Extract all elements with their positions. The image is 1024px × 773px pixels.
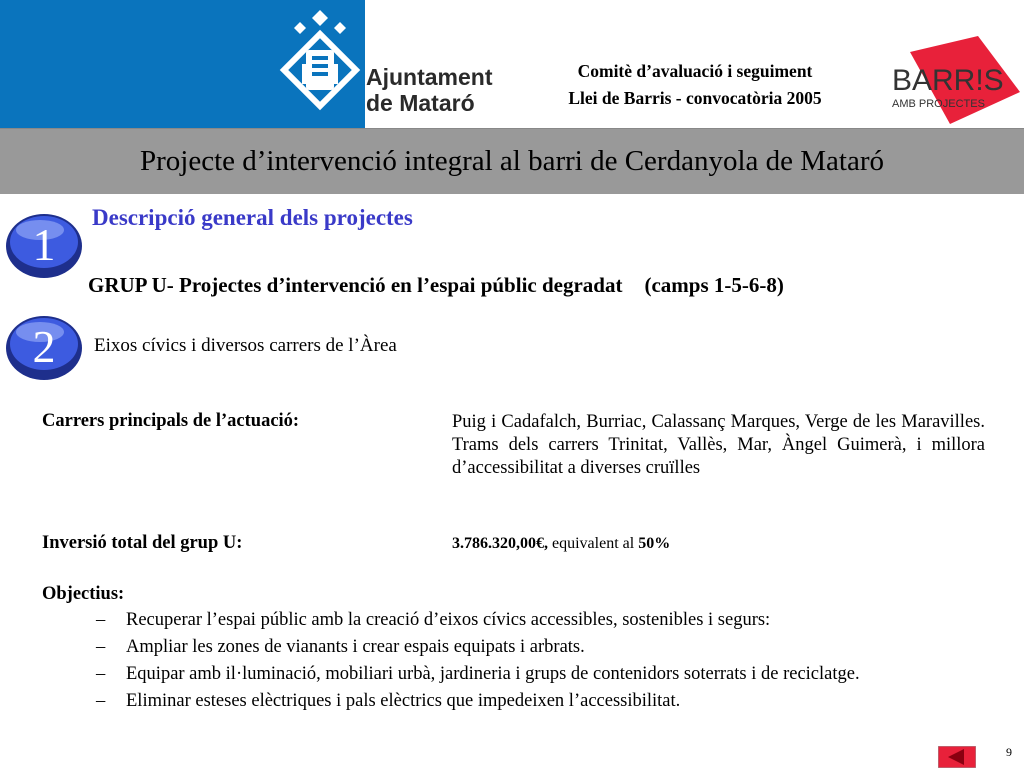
dash-bullet: – xyxy=(96,664,106,684)
group-subtitle: Eixos cívics i diversos carrers de l’Àrea xyxy=(94,335,397,356)
dash-bullet: – xyxy=(96,691,106,711)
objective-text: Eliminar esteses elèctriques i pals elèctrics que impedeixen l’accessibilitat. xyxy=(126,691,681,711)
group-title xyxy=(88,273,784,298)
objective-item xyxy=(90,690,986,713)
barris-logo-text: BARR!S xyxy=(892,64,1004,97)
ajuntament-emblem-icon xyxy=(0,0,365,128)
investment-amount: 3.786.320,00€, xyxy=(452,535,548,552)
ajuntament-logo-panel xyxy=(0,0,365,128)
investment-value xyxy=(452,535,670,553)
barris-logo xyxy=(880,32,1024,128)
streets-value: Puig i Cadafalch, Burriac, Calassanç Marques, Verge de les Maravilles. Trams dels carrers Trinitat, Vallès, Mar, Àngel Guimerà, i millora d’accessibilitat a diverses cruïlles xyxy=(452,412,985,478)
objective-item xyxy=(90,609,986,632)
objective-text: Ampliar les zones de vianants i crear espais equipats i arbrats. xyxy=(126,637,585,657)
previous-slide-button[interactable] xyxy=(938,746,976,768)
investment-text: equivalent al xyxy=(552,535,635,552)
page-title: Projecte d’intervenció integral al barri de Cerdanyola de Mataró xyxy=(139,145,885,177)
back-arrow-icon xyxy=(938,746,976,768)
group-title-text: GRUP U- Projectes d’intervenció en l’espai públic degradat xyxy=(88,273,623,297)
footer xyxy=(0,742,1024,768)
dash-bullet: – xyxy=(96,637,106,657)
title-band xyxy=(0,128,1024,195)
number-badge-2 xyxy=(4,310,80,380)
badge-2-label: 2 xyxy=(32,321,56,372)
objectives-label: Objectius: xyxy=(42,584,125,604)
group-camps: (camps 1-5-6-8) xyxy=(644,273,784,297)
number-badge-1 xyxy=(4,208,80,278)
objectives-list xyxy=(90,609,986,717)
barris-logo-subtext: AMB PROJECTES xyxy=(892,98,985,110)
objective-text: Equipar amb il·luminació, mobiliari urbà, jardineria i grups de contenidors soterrats i de reciclatge. xyxy=(126,664,860,684)
badge-1-label: 1 xyxy=(32,219,56,270)
ajuntament-logo-text: Ajuntament de Mataró xyxy=(366,64,493,116)
committee-heading: Comitè d’avaluació i seguiment Llei de Barris - convocatòria 2005 xyxy=(568,61,822,108)
section-heading: Descripció general dels projectes xyxy=(92,205,413,230)
streets-label: Carrers principals de l’actuació: xyxy=(42,411,300,431)
investment-label: Inversió total del grup U: xyxy=(42,533,243,553)
objective-item xyxy=(90,636,986,659)
objective-text: Recuperar l’espai públic amb la creació d’eixos cívics accessibles, sostenibles i segurs: xyxy=(126,610,771,630)
dash-bullet: – xyxy=(96,610,106,630)
investment-percent: 50% xyxy=(638,535,671,552)
page-number: 9 xyxy=(1006,745,1012,759)
objective-item xyxy=(90,663,986,686)
